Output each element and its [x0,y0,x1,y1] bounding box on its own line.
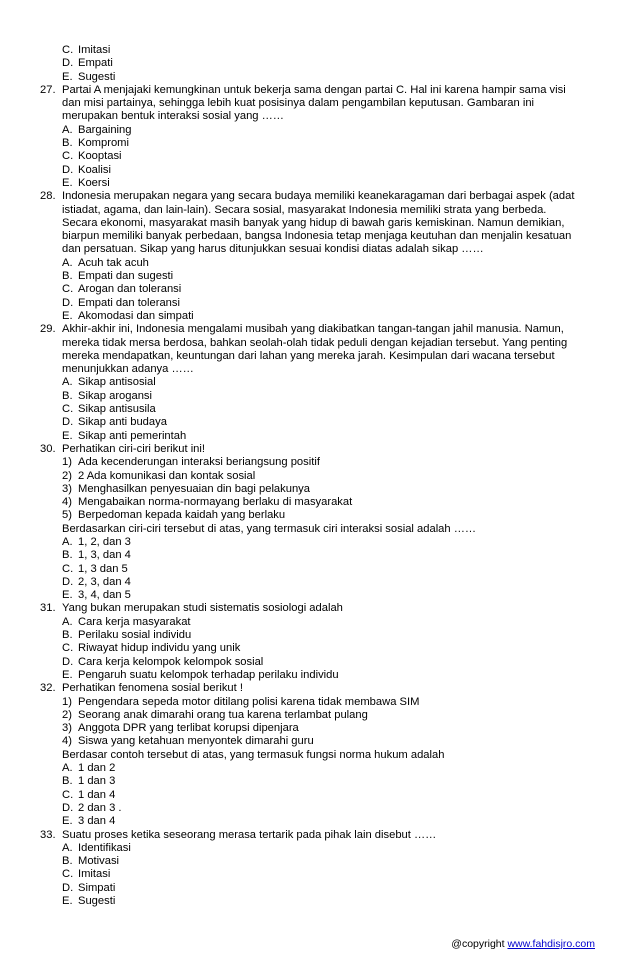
question-continuation: dan misi partainya, sehingga lebih kuat posisinya dalam pengambilan keputusan. Gambaran ini [62,97,535,110]
option-text: 3 dan 4 [78,815,116,828]
option-text: Acuh tak acuh [78,256,149,269]
answer-option [40,164,600,177]
question-continuation: biarpun memiliki banyak perbedaan, bangsa Indonesia tetap menjaga keutuhan dan menjalin kesatuan [62,230,572,243]
option-label: D. [62,575,74,588]
option-label: A. [62,535,73,548]
answer-option [40,895,600,908]
option-label: 1) [62,456,72,469]
question-number: 28. [40,190,56,203]
question-number: 33. [40,828,56,841]
option-text: Empati [78,57,113,70]
answer-option [40,297,600,310]
question-text: Yang bukan merupakan studi sistematis sosiologi adalah [62,602,343,615]
option-text: Sikap arogansi [78,389,153,402]
option-label: 5) [62,509,72,522]
document-body [40,44,600,908]
option-label: C. [62,868,74,881]
question-continuation: menunjukkan adanya …… [62,363,194,376]
option-text: 1 dan 4 [78,788,116,801]
option-label: A. [62,762,73,775]
option-text: Siswa yang ketahuan menyontek dimarahi guru [78,735,314,748]
option-text: Riwayat hidup individu yang unik [78,642,241,655]
copyright-link[interactable]: www.fahdisjro.com [507,938,595,950]
option-label: D. [62,296,74,309]
option-text: Sugesti [78,895,116,907]
option-text: Arogan dan toleransi [78,283,182,296]
question-text: Perhatikan fenomena sosial berikut ! [62,682,243,695]
option-text: Kooptasi [78,150,122,163]
option-label: 4) [62,496,72,509]
answer-option [40,868,600,881]
answer-option [40,762,600,775]
question-text: Indonesia merupakan negara yang secara budaya memiliki keanekaragaman dari berbagai aspek (adat [62,190,575,203]
option-label: D. [62,801,74,814]
copyright-prefix: @copyright [451,938,508,950]
option-label: 2) [62,708,72,721]
question-continuation: mereka mendapatkan, keuntungan dari lahan yang mereka jarah. Kesimpulan dari wacana tersebut [62,349,555,362]
option-label: A. [62,615,73,628]
option-text: Empati dan toleransi [78,296,180,309]
answer-option [40,283,600,296]
option-text: Sikap anti budaya [78,416,167,429]
question-text: Perhatikan ciri-ciri berikut ini! [62,442,205,455]
answer-option [40,71,600,84]
option-text: Empati dan sugesti [78,270,174,283]
answer-option [40,549,600,562]
option-text: 1 dan 3 [78,775,116,788]
option-text: Simpati [78,881,116,894]
option-text: Sikap antisosial [78,376,156,389]
answer-option [40,696,600,709]
answer-option [40,310,600,323]
question-continuation: merupakan bentuk interaksi sosial yang …… [62,110,284,123]
question-line [40,602,600,615]
option-label: E. [62,589,73,602]
option-label: B. [62,137,73,150]
answer-option [40,390,600,403]
option-label: D. [62,163,74,176]
option-label: D. [62,881,74,894]
answer-option [40,137,600,150]
answer-option [40,403,600,416]
option-text: Imitasi [78,44,111,56]
answer-option [40,789,600,802]
question-number: 32. [40,682,56,695]
option-label: B. [62,775,73,788]
option-label: E. [62,815,73,828]
question-text: Suatu proses ketika seseorang merasa tertarik pada pihak lain disebut …… [62,828,437,841]
option-label: C. [62,642,74,655]
answer-option [40,735,600,748]
answer-option [40,509,600,522]
answer-option [40,709,600,722]
option-text: 1, 3, dan 4 [78,549,131,562]
question-line [40,682,600,695]
answer-option [40,44,600,57]
question-continuation: mereka tidak mersa berdosa, bahkan seolah-olah tidak peduli dengan kejadian tersebut. Yang penting [62,336,568,349]
answer-option [40,257,600,270]
answer-option [40,470,600,483]
answer-option [40,576,600,589]
option-label: E. [62,309,73,322]
question-line [40,443,600,456]
question-continuation: istiadat, agama, dan lain-lain). Secara sosial, masyarakat Indonesia memiliki strata yang berbeda. [62,203,547,216]
option-label: D. [62,416,74,429]
option-label: A. [62,841,73,854]
option-label: C. [62,403,74,416]
option-label: 4) [62,735,72,748]
answer-option [40,669,600,682]
option-text: Cara kerja kelompok kelompok sosial [78,655,264,668]
answer-option [40,629,600,642]
option-label: C. [62,150,74,163]
option-label: D. [62,57,74,70]
option-label: C. [62,283,74,296]
option-label: 2) [62,469,72,482]
answer-option [40,656,600,669]
option-label: E. [62,70,73,83]
answer-option [40,842,600,855]
option-label: 3) [62,722,72,735]
option-label: C. [62,788,74,801]
answer-option [40,270,600,283]
question-continuation: dan persatuan. Sikap yang harus ditunjukkan sesuai kondisi diatas adalah sikap …… [62,243,484,256]
answer-option [40,483,600,496]
option-label: E. [62,176,73,189]
option-text: Sugesti [78,70,116,83]
question-number: 30. [40,442,56,455]
option-text: Motivasi [78,855,120,868]
option-label: D. [62,655,74,668]
option-label: A. [62,376,73,389]
option-text: Bargaining [78,123,132,136]
option-label: B. [62,855,73,868]
option-text: Identifikasi [78,841,131,854]
answer-option [40,802,600,815]
question-text: Akhir-akhir ini, Indonesia mengalami musibah yang diakibatkan tangan-tangan jahil manusia. Namun, [62,323,564,336]
option-text: Berpedoman kepada kaidah yang berlaku [78,509,286,522]
copyright-footer [451,938,595,950]
answer-option [40,416,600,429]
question-line [40,829,600,842]
answer-option [40,855,600,868]
option-text: Kompromi [78,137,129,150]
answer-option [40,177,600,190]
option-label: B. [62,389,73,402]
question-number: 27. [40,83,56,96]
option-label: E. [62,895,73,907]
option-text: Anggota DPR yang terlibat korupsi dipenjara [78,722,299,735]
answer-option [40,815,600,828]
answer-option [40,150,600,163]
option-text: 3, 4, dan 5 [78,589,131,602]
option-label: E. [62,668,73,681]
option-text: Menghasilkan penyesuaian din bagi pelakunya [78,482,310,495]
option-text: Imitasi [78,868,111,881]
answer-option [40,124,600,137]
option-text: Sikap antisusila [78,403,156,416]
option-label: B. [62,629,73,642]
option-label: B. [62,549,73,562]
option-text: Akomodasi dan simpati [78,309,194,322]
answer-option [40,722,600,735]
option-text: Sikap anti pemerintah [78,429,187,442]
question-continuation: Berdasarkan ciri-ciri tersebut di atas, yang termasuk ciri interaksi sosial adalah …… [62,522,477,535]
option-text: Koalisi [78,163,111,176]
option-label: C. [62,44,74,56]
option-text: Koersi [78,176,110,189]
option-text: 2 dan 3 . [78,801,122,814]
answer-option [40,456,600,469]
option-text: Perilaku sosial individu [78,629,192,642]
option-text: 2 Ada komunikasi dan kontak sosial [78,469,256,482]
option-label: E. [62,429,73,442]
question-number: 31. [40,602,56,615]
option-text: 1, 2, dan 3 [78,535,131,548]
option-text: 1 dan 2 [78,762,116,775]
answer-option [40,496,600,509]
option-text: Ada kecenderungan interaksi beriangsung positif [78,456,320,469]
option-text: Pengendara sepeda motor ditilang polisi karena tidak membawa SIM [78,695,420,708]
question-number: 29. [40,323,56,336]
option-label: A. [62,256,73,269]
option-text: Seorang anak dimarahi orang tua karena terlambat pulang [78,708,368,721]
answer-option [40,642,600,655]
answer-option [40,57,600,70]
question-line [40,323,600,336]
option-text: Pengaruh suatu kelompok terhadap perilaku individu [78,668,339,681]
option-label: 3) [62,482,72,495]
option-label: B. [62,270,73,283]
option-label: A. [62,123,73,136]
answer-option [40,376,600,389]
answer-option [40,430,600,443]
answer-option [40,775,600,788]
option-label: C. [62,562,74,575]
answer-option [40,536,600,549]
answer-option [40,563,600,576]
question-continuation: Secara ekonomi, masyarakat masih banyak yang hidup di bawah garis kemiskinan. Namun demikian, [62,216,565,229]
question-continuation: Berdasar contoh tersebut di atas, yang termasuk fungsi norma hukum adalah [62,748,445,761]
question-line [40,190,600,203]
question-line [40,84,600,97]
option-text: 2, 3, dan 4 [78,575,131,588]
option-text: Cara kerja masyarakat [78,615,191,628]
option-text: 1, 3 dan 5 [78,562,128,575]
answer-option [40,616,600,629]
answer-option [40,589,600,602]
answer-option [40,882,600,895]
question-text: Partai A menjajaki kemungkinan untuk bekerja sama dengan partai C. Hal ini karena hampir sama visi [62,83,566,96]
option-text: Mengabaikan norma-normayang berlaku di masyarakat [78,496,353,509]
option-label: 1) [62,695,72,708]
